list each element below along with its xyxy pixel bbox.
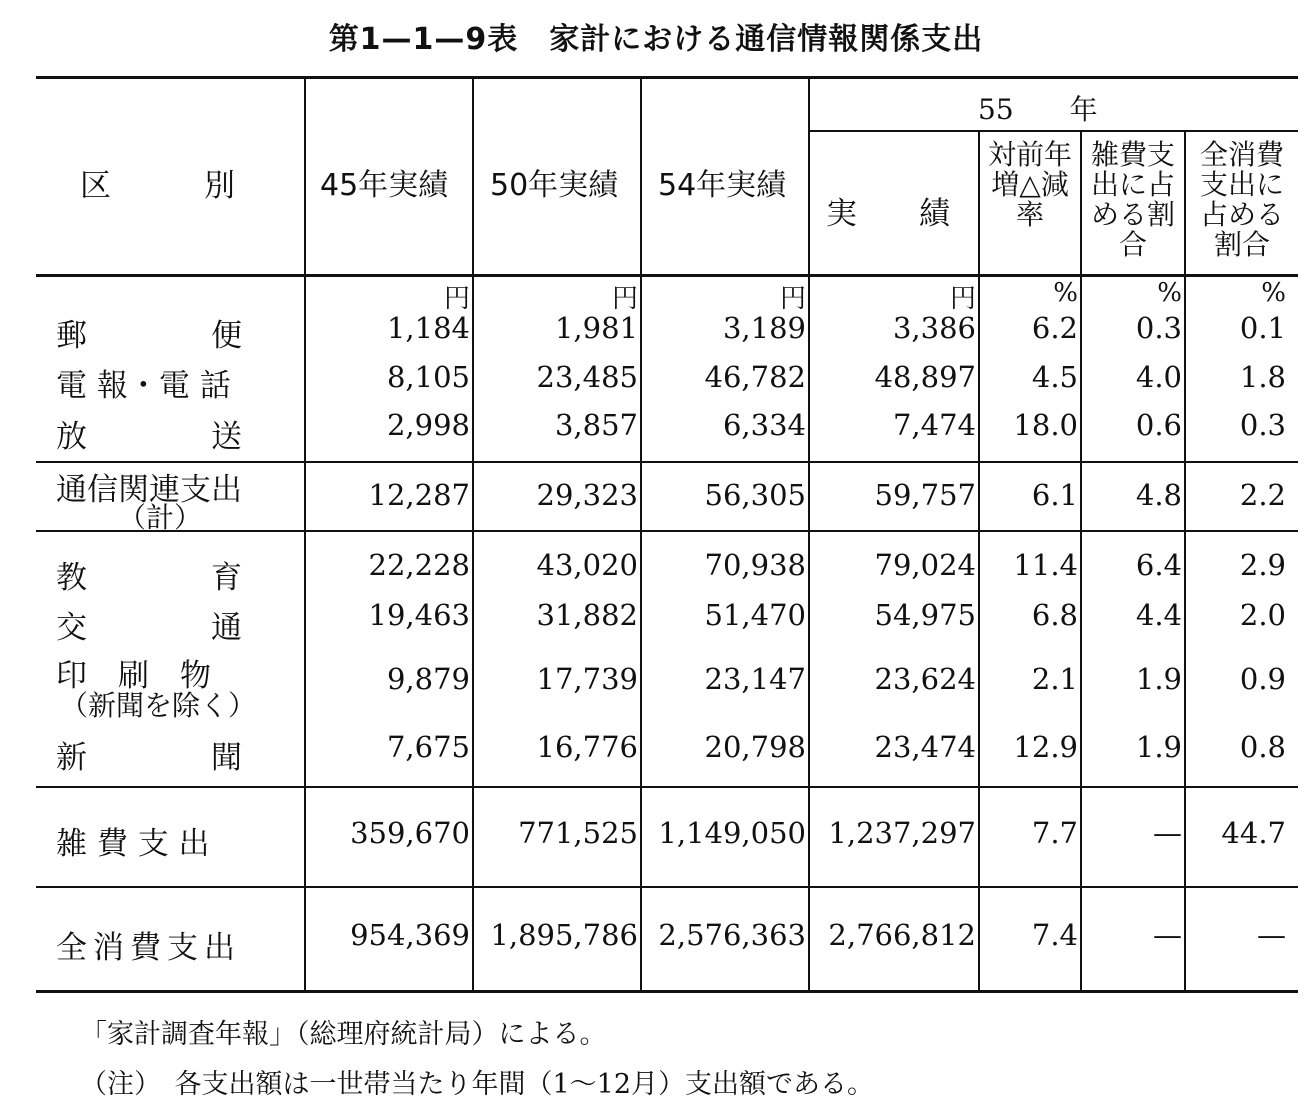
rule-header-bottom	[36, 274, 1298, 277]
cell-total: 0.9	[1239, 662, 1286, 696]
cell-misc: —	[1153, 816, 1182, 850]
row-label: 教 育	[56, 560, 242, 596]
cell-y55: 2,766,812	[828, 918, 976, 952]
cell-total: 2.9	[1239, 548, 1286, 582]
unit-yen-55: 円	[949, 284, 976, 314]
cell-y54: 1,149,050	[658, 816, 806, 850]
header-total-share: 全消費支出に占める割合	[1199, 138, 1284, 261]
header-45: 45年実績	[320, 168, 449, 203]
cell-y55: 1,237,297	[828, 816, 976, 850]
header-misc-share: 雑費支出に占める割合	[1090, 138, 1175, 261]
cell-y45: 954,369	[350, 918, 470, 952]
cell-y45: 2,998	[386, 408, 470, 442]
row-label: 郵 便	[56, 318, 242, 354]
cell-y45: 22,228	[368, 548, 470, 582]
cell-y50: 29,323	[536, 478, 638, 512]
cell-y54: 46,782	[704, 360, 806, 394]
cell-y54: 23,147	[704, 662, 806, 696]
cell-yoy: 6.8	[1031, 598, 1078, 632]
cell-y50: 1,981	[554, 311, 638, 345]
unit-yen-45: 円	[443, 284, 470, 314]
cell-y50: 43,020	[536, 548, 638, 582]
cell-total: 2.0	[1239, 598, 1286, 632]
cell-total: 0.8	[1239, 730, 1286, 764]
rule-group2	[36, 530, 1298, 532]
cell-misc: 4.8	[1135, 478, 1182, 512]
row-label: 新 聞	[56, 740, 242, 776]
cell-y45: 359,670	[350, 816, 470, 850]
cell-y45: 8,105	[386, 360, 470, 394]
unit-pct-yoy: %	[1053, 278, 1078, 308]
row-label: 交 通	[56, 610, 242, 646]
row-label: 放 送	[56, 419, 242, 455]
cell-y54: 2,576,363	[658, 918, 806, 952]
unit-pct-total: %	[1261, 278, 1286, 308]
cell-y45: 19,463	[368, 598, 470, 632]
cell-y45: 12,287	[368, 478, 470, 512]
rule-group1	[36, 461, 1298, 463]
header-category: 区 別	[80, 168, 235, 204]
row-label-sub: （計）	[118, 501, 203, 534]
cell-total: 0.3	[1239, 408, 1286, 442]
col-divider-45	[472, 78, 474, 990]
cell-total: 0.1	[1239, 311, 1286, 345]
cell-y55: 48,897	[874, 360, 976, 394]
cell-y55: 3,386	[892, 311, 976, 345]
cell-y55: 23,624	[874, 662, 976, 696]
header-yoy-rate: 対前年増△減率	[987, 138, 1072, 231]
cell-y55: 54,975	[874, 598, 976, 632]
rule-year-header	[810, 130, 1298, 132]
cell-y45: 1,184	[386, 311, 470, 345]
cell-y50: 31,882	[536, 598, 638, 632]
header-54: 54年実績	[658, 168, 787, 203]
cell-misc: 4.0	[1135, 360, 1182, 394]
cell-misc: 1.9	[1135, 662, 1182, 696]
col-divider-50	[640, 78, 642, 990]
cell-misc: 4.4	[1135, 598, 1182, 632]
row-label: 電 報・電 話	[56, 368, 231, 404]
cell-misc: 0.3	[1135, 311, 1182, 345]
col-divider-54	[808, 78, 810, 990]
cell-y54: 51,470	[704, 598, 806, 632]
cell-y45: 9,879	[386, 662, 470, 696]
unit-pct-misc: %	[1157, 278, 1182, 308]
cell-y54: 6,334	[722, 408, 806, 442]
row-label: 印 刷 物	[56, 658, 211, 694]
row-label: 全消費支出	[56, 930, 241, 966]
header-50: 50年実績	[490, 168, 619, 203]
cell-yoy: 6.2	[1031, 311, 1078, 345]
cell-total: 1.8	[1239, 360, 1286, 394]
cell-y50: 771,525	[518, 816, 638, 850]
cell-misc: 1.9	[1135, 730, 1182, 764]
row-label: 雑 費 支 出	[56, 826, 210, 862]
header-actual-55: 実 績	[826, 196, 950, 232]
cell-y55: 7,474	[892, 408, 976, 442]
rule-group4	[36, 886, 1298, 888]
row-label: 通信関連支出	[56, 472, 242, 508]
col-divider-label	[304, 78, 306, 990]
cell-y54: 3,189	[722, 311, 806, 345]
rule-top	[36, 76, 1298, 79]
cell-y50: 23,485	[536, 360, 638, 394]
cell-yoy: 12.9	[1013, 730, 1078, 764]
cell-yoy: 7.4	[1031, 918, 1078, 952]
cell-y50: 16,776	[536, 730, 638, 764]
cell-misc: —	[1153, 918, 1182, 952]
cell-y50: 3,857	[554, 408, 638, 442]
row-label-sub: （新聞を除く）	[60, 689, 257, 722]
cell-y55: 23,474	[874, 730, 976, 764]
header-year-55: 55 年	[978, 93, 1098, 126]
table-title: 第1—1—9表 家計における通信情報関係支出	[328, 22, 984, 57]
cell-yoy: 18.0	[1013, 408, 1078, 442]
cell-y54: 20,798	[704, 730, 806, 764]
cell-misc: 6.4	[1135, 548, 1182, 582]
cell-yoy: 2.1	[1031, 662, 1078, 696]
cell-yoy: 4.5	[1031, 360, 1078, 394]
rule-group3	[36, 786, 1298, 788]
cell-yoy: 6.1	[1031, 478, 1078, 512]
unit-yen-50: 円	[611, 284, 638, 314]
cell-y50: 1,895,786	[490, 918, 638, 952]
unit-yen-54: 円	[779, 284, 806, 314]
footnote: （注） 各支出額は一世帯当たり年間（1～12月）支出額である。	[80, 1069, 875, 1100]
cell-y54: 56,305	[704, 478, 806, 512]
cell-total: 2.2	[1239, 478, 1286, 512]
cell-total: 44.7	[1221, 816, 1286, 850]
cell-y55: 79,024	[874, 548, 976, 582]
cell-yoy: 11.4	[1013, 548, 1078, 582]
cell-total: —	[1257, 918, 1286, 952]
rule-bottom	[36, 990, 1298, 993]
cell-y55: 59,757	[874, 478, 976, 512]
cell-y50: 17,739	[536, 662, 638, 696]
source-note: 「家計調査年報」（総理府統計局）による。	[80, 1019, 607, 1050]
cell-yoy: 7.7	[1031, 816, 1078, 850]
cell-y45: 7,675	[386, 730, 470, 764]
cell-y54: 70,938	[704, 548, 806, 582]
cell-misc: 0.6	[1135, 408, 1182, 442]
